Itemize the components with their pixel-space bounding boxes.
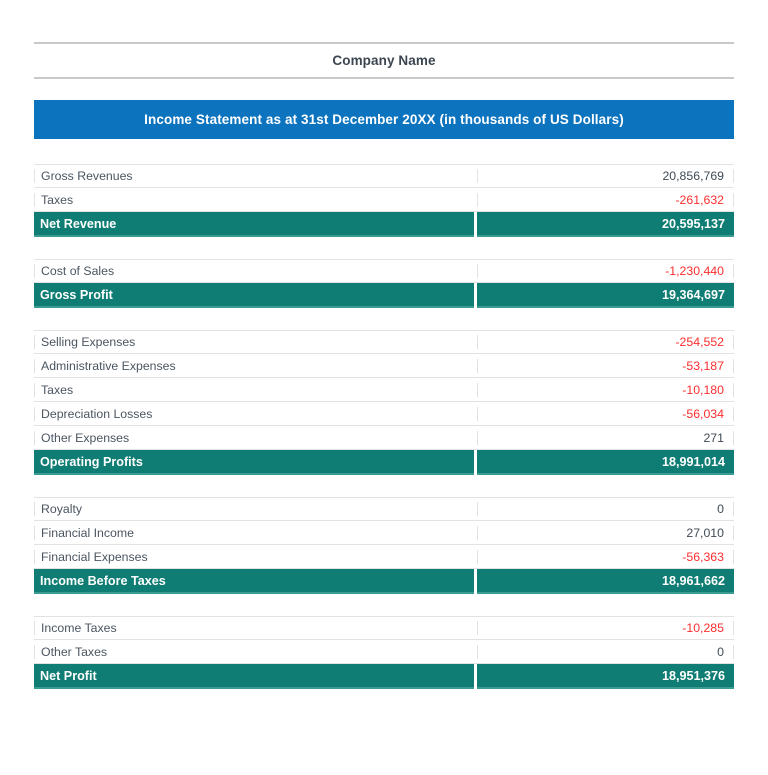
row-value: 271 <box>477 431 734 445</box>
statement-table <box>34 139 734 689</box>
table-row <box>34 188 734 212</box>
row-label: Royalty <box>34 502 474 516</box>
statement-title-banner: Income Statement as at 31st December 20XX (in thousands of US Dollars) <box>34 100 734 139</box>
table-row <box>34 426 734 450</box>
table-row <box>34 545 734 569</box>
table-row-total <box>34 450 734 475</box>
row-label: Gross Revenues <box>34 169 474 183</box>
row-value: 19,364,697 <box>477 283 734 308</box>
row-label: Income Taxes <box>34 621 474 635</box>
row-label: Depreciation Losses <box>34 407 474 421</box>
row-value: 27,010 <box>477 526 734 540</box>
table-row-total <box>34 212 734 237</box>
row-label: Selling Expenses <box>34 335 474 349</box>
row-value: 20,595,137 <box>477 212 734 237</box>
row-label: Cost of Sales <box>34 264 474 278</box>
row-value: -56,034 <box>477 407 734 421</box>
row-label: Taxes <box>34 383 474 397</box>
statement-block <box>34 259 734 308</box>
table-row <box>34 378 734 402</box>
table-row-total <box>34 664 734 689</box>
table-row <box>34 259 734 283</box>
row-label: Financial Income <box>34 526 474 540</box>
statement-block <box>34 164 734 237</box>
row-value: -56,363 <box>477 550 734 564</box>
row-value: -10,285 <box>477 621 734 635</box>
header-rule-bottom <box>34 77 734 79</box>
table-row <box>34 354 734 378</box>
table-row <box>34 640 734 664</box>
row-value: -254,552 <box>477 335 734 349</box>
table-row <box>34 402 734 426</box>
row-value: -1,230,440 <box>477 264 734 278</box>
row-value: 18,991,014 <box>477 450 734 475</box>
row-label: Net Profit <box>34 664 474 689</box>
row-label: Other Taxes <box>34 645 474 659</box>
row-label: Financial Expenses <box>34 550 474 564</box>
row-label: Taxes <box>34 193 474 207</box>
row-value: 18,951,376 <box>477 664 734 689</box>
table-row <box>34 497 734 521</box>
row-label: Operating Profits <box>34 450 474 475</box>
row-label: Administrative Expenses <box>34 359 474 373</box>
row-value: 20,856,769 <box>477 169 734 183</box>
table-row <box>34 616 734 640</box>
row-value: -53,187 <box>477 359 734 373</box>
row-value: 18,961,662 <box>477 569 734 594</box>
statement-block <box>34 616 734 689</box>
row-value: 0 <box>477 502 734 516</box>
row-label: Other Expenses <box>34 431 474 445</box>
row-value: -10,180 <box>477 383 734 397</box>
table-row <box>34 164 734 188</box>
table-row-total <box>34 569 734 594</box>
row-value: -261,632 <box>477 193 734 207</box>
table-row <box>34 521 734 545</box>
table-row <box>34 330 734 354</box>
row-label: Gross Profit <box>34 283 474 308</box>
statement-block <box>34 497 734 594</box>
table-row-total <box>34 283 734 308</box>
statement-block <box>34 330 734 475</box>
row-label: Income Before Taxes <box>34 569 474 594</box>
row-value: 0 <box>477 645 734 659</box>
document-header <box>34 0 734 79</box>
row-label: Net Revenue <box>34 212 474 237</box>
page-title: Company Name <box>332 53 436 68</box>
